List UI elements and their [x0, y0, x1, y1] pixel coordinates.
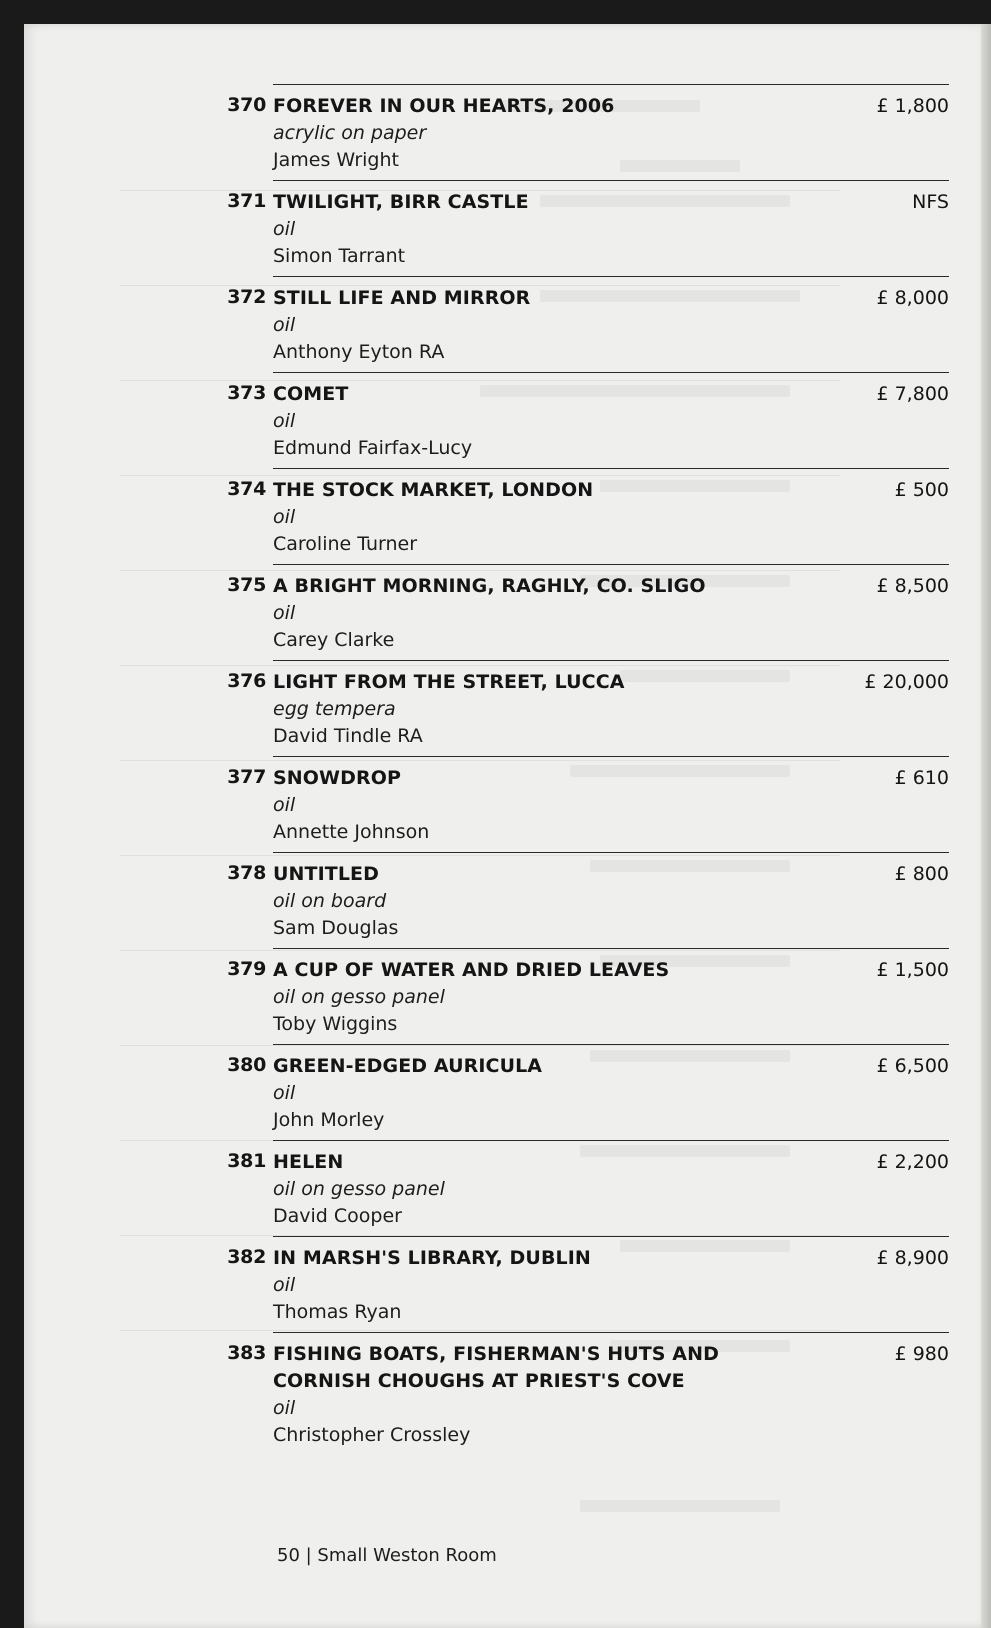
catalogue-entry: [227, 468, 949, 564]
artist-name: John Morley: [273, 1109, 385, 1131]
artwork-medium: oil: [273, 218, 296, 240]
artist-name: Anthony Eyton RA: [273, 341, 445, 363]
lot-number: 371: [227, 190, 266, 212]
catalogue-entry: [227, 180, 949, 276]
artwork-price: £ 8,900: [876, 1247, 949, 1269]
artwork-title: A CUP OF WATER AND DRIED LEAVES: [273, 959, 670, 981]
artist-name: Caroline Turner: [273, 533, 418, 555]
lot-number: 377: [227, 766, 266, 788]
artwork-price: £ 7,800: [876, 383, 949, 405]
lot-number: 372: [227, 286, 266, 308]
artwork-medium: oil: [273, 410, 296, 432]
artwork-price: £ 8,000: [876, 287, 949, 309]
artist-name: Christopher Crossley: [273, 1424, 471, 1446]
artist-name: Sam Douglas: [273, 917, 399, 939]
artist-name: David Tindle RA: [273, 725, 423, 747]
artwork-price: £ 610: [894, 767, 949, 789]
lot-number: 381: [227, 1150, 266, 1172]
catalogue-entry: [227, 1332, 949, 1455]
artwork-title: FISHING BOATS, FISHERMAN'S HUTS AND CORNISH CHOUGHS AT PRIEST'S COVE: [273, 1343, 719, 1392]
artwork-price: £ 1,500: [876, 959, 949, 981]
artist-name: Annette Johnson: [273, 821, 430, 843]
catalogue-entry: [227, 1236, 949, 1332]
artist-name: Toby Wiggins: [273, 1013, 398, 1035]
artwork-title: TWILIGHT, BIRR CASTLE: [273, 191, 529, 213]
artwork-medium: oil: [273, 506, 296, 528]
artwork-title: THE STOCK MARKET, LONDON: [273, 479, 594, 501]
catalogue-entries: [0, 84, 991, 1455]
artwork-price: £ 980: [894, 1343, 949, 1365]
artwork-medium: acrylic on paper: [273, 122, 427, 144]
artwork-medium: oil: [273, 1397, 296, 1419]
catalogue-entry: [227, 660, 949, 756]
lot-number: 370: [227, 94, 266, 116]
lot-number: 375: [227, 574, 266, 596]
lot-number: 374: [227, 478, 266, 500]
artwork-medium: oil: [273, 794, 296, 816]
catalogue-entry: [227, 948, 949, 1044]
artist-name: James Wright: [273, 149, 399, 171]
artist-name: Thomas Ryan: [273, 1301, 402, 1323]
catalogue-entry: [227, 1140, 949, 1236]
catalogue-entry: [227, 1044, 949, 1140]
page-footer: 50 | Small Weston Room: [277, 1545, 497, 1566]
artist-name: Edmund Fairfax-Lucy: [273, 437, 473, 459]
artwork-price: £ 20,000: [864, 671, 949, 693]
artwork-medium: oil on board: [273, 890, 387, 912]
artwork-title: A BRIGHT MORNING, RAGHLY, CO. SLIGO: [273, 575, 706, 597]
artist-name: David Cooper: [273, 1205, 402, 1227]
artwork-price: £ 2,200: [876, 1151, 949, 1173]
lot-number: 378: [227, 862, 266, 884]
artwork-medium: egg tempera: [273, 698, 396, 720]
catalogue-entry: [227, 852, 949, 948]
artwork-title: LIGHT FROM THE STREET, LUCCA: [273, 671, 625, 693]
catalogue-entry: [227, 372, 949, 468]
catalogue-entry: [227, 564, 949, 660]
artwork-title: GREEN-EDGED AURICULA: [273, 1055, 543, 1077]
artwork-price: £ 1,800: [876, 95, 949, 117]
catalogue-entry: [227, 756, 949, 852]
artist-name: Simon Tarrant: [273, 245, 406, 267]
artwork-price: £ 500: [894, 479, 949, 501]
lot-number: 383: [227, 1342, 266, 1364]
artwork-price: £ 800: [894, 863, 949, 885]
artwork-price: NFS: [912, 191, 949, 213]
artwork-medium: oil on gesso panel: [273, 986, 445, 1008]
lot-number: 382: [227, 1246, 266, 1268]
artwork-title: IN MARSH'S LIBRARY, DUBLIN: [273, 1247, 591, 1269]
artwork-medium: oil: [273, 314, 296, 336]
artwork-price: £ 6,500: [876, 1055, 949, 1077]
catalogue-entry: [227, 84, 949, 180]
lot-number: 380: [227, 1054, 266, 1076]
artwork-title: UNTITLED: [273, 863, 379, 885]
artwork-title: STILL LIFE AND MIRROR: [273, 287, 531, 309]
lot-number: 379: [227, 958, 266, 980]
lot-number: 376: [227, 670, 266, 692]
artwork-medium: oil: [273, 1274, 296, 1296]
artwork-title: COMET: [273, 383, 349, 405]
artwork-medium: oil: [273, 602, 296, 624]
artist-name: Carey Clarke: [273, 629, 395, 651]
artwork-title: HELEN: [273, 1151, 344, 1173]
artwork-medium: oil on gesso panel: [273, 1178, 445, 1200]
artwork-title: FOREVER IN OUR HEARTS, 2006: [273, 95, 615, 117]
artwork-medium: oil: [273, 1082, 296, 1104]
artwork-price: £ 8,500: [876, 575, 949, 597]
catalogue-entry: [227, 276, 949, 372]
lot-number: 373: [227, 382, 266, 404]
artwork-title: SNOWDROP: [273, 767, 401, 789]
